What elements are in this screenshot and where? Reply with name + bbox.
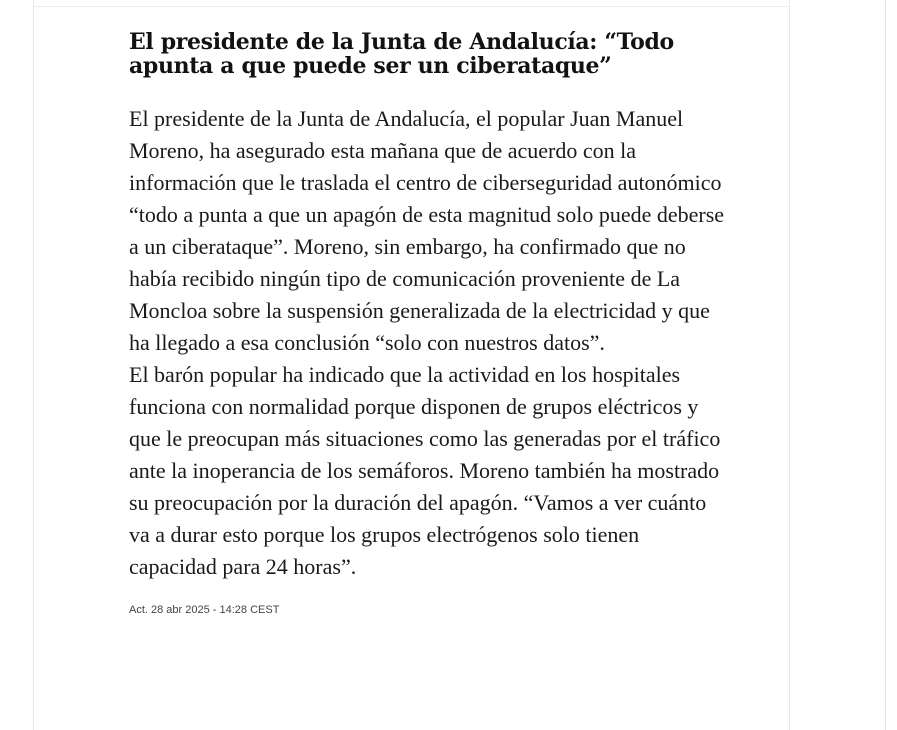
updated-timestamp: Act. 28 abr 2025 - 14:28 CEST	[129, 604, 280, 616]
card-divider	[33, 6, 790, 7]
body-paragraph-2: El barón popular ha indicado que la actividad en los hospitales funciona con normalidad porque disponen de grupos eléctricos y que le preocupan más situaciones como las generadas por el tráfico ante la inoperancia de los semáforos. Moreno también ha mostrado su preocupación por la duración del apagón. “Vamos a ver cuánto va a durar esto porque los grupos electrógenos solo tienen capacidad para 24 horas”.	[129, 362, 721, 579]
body-paragraph-1: El presidente de la Junta de Andalucía, el popular Juan Manuel Moreno, ha asegurado esta mañana que de acuerdo con la información que le traslada el centro de ciberseguridad autonómico “todo a punta a que un apagón de esta magnitud solo puede deberse a un ciberataque”. Moreno, sin embargo, ha confirmado que no había recibido ningún tipo de comunicación proveniente de La Moncloa sobre la suspensión generalizada de la electricidad y que ha llegado a esa conclusión “solo con nuestros datos”.	[129, 106, 725, 355]
live-update-entry	[129, 30, 729, 617]
column-divider	[885, 0, 886, 730]
entry-headline: El presidente de la Junta de Andalucía: “Todo apunta a que puede ser un ciberataque”	[129, 29, 674, 79]
entry-body	[129, 103, 729, 583]
